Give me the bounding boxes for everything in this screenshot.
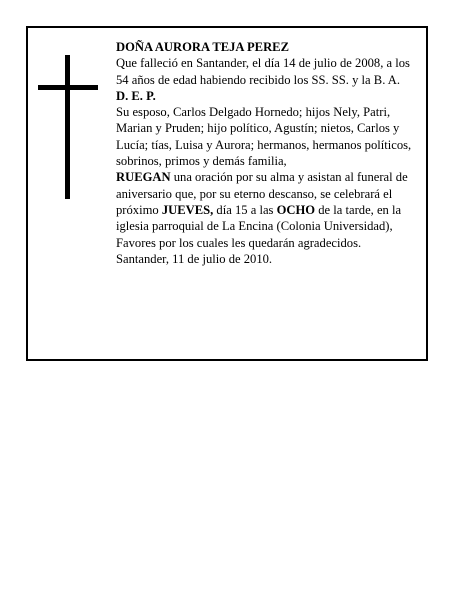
cross-icon	[38, 55, 98, 199]
request-text-1: una oración por su alma y asistan al funeral de aniversario que, por su eterno descanso, se celebrará el próximo	[116, 170, 408, 217]
cross-horizontal-bar	[38, 85, 98, 90]
dep-line: D. E. P.	[116, 88, 156, 103]
place-date: Santander, 11 de julio de 2010.	[116, 251, 273, 266]
ruegan-text: RUEGAN	[116, 170, 171, 185]
death-announcement: Que falleció en Santander, el día 14 de julio de 2008, a los 54 años de edad habiendo recibido los SS. SS. y la B. A.	[116, 56, 410, 87]
notice-text	[116, 39, 420, 267]
funeral-request	[116, 169, 420, 250]
request-text-3: de la tarde, en la iglesia parroquial de La Encina (Colonia Universidad), Favores por los cuales les quedarán agradecidos.	[116, 202, 402, 250]
family-list: Su esposo, Carlos Delgado Hornedo; hijos Nely, Patri, Marian y Pruden; hijo político, Agustín; nietos, Carlos y Lucía; tías, Luisa y Aurora; hermanos, hermanos políticos, sobrinos, primos y demás familia,	[116, 105, 412, 169]
obituary-notice	[26, 26, 428, 361]
cross-vertical-bar	[65, 55, 70, 199]
weekday-text: JUEVES,	[161, 202, 214, 217]
hour-text: OCHO	[276, 202, 316, 217]
request-text-2: día 15 a las	[213, 202, 277, 217]
deceased-name: DOÑA AURORA TEJA PEREZ	[116, 40, 289, 54]
